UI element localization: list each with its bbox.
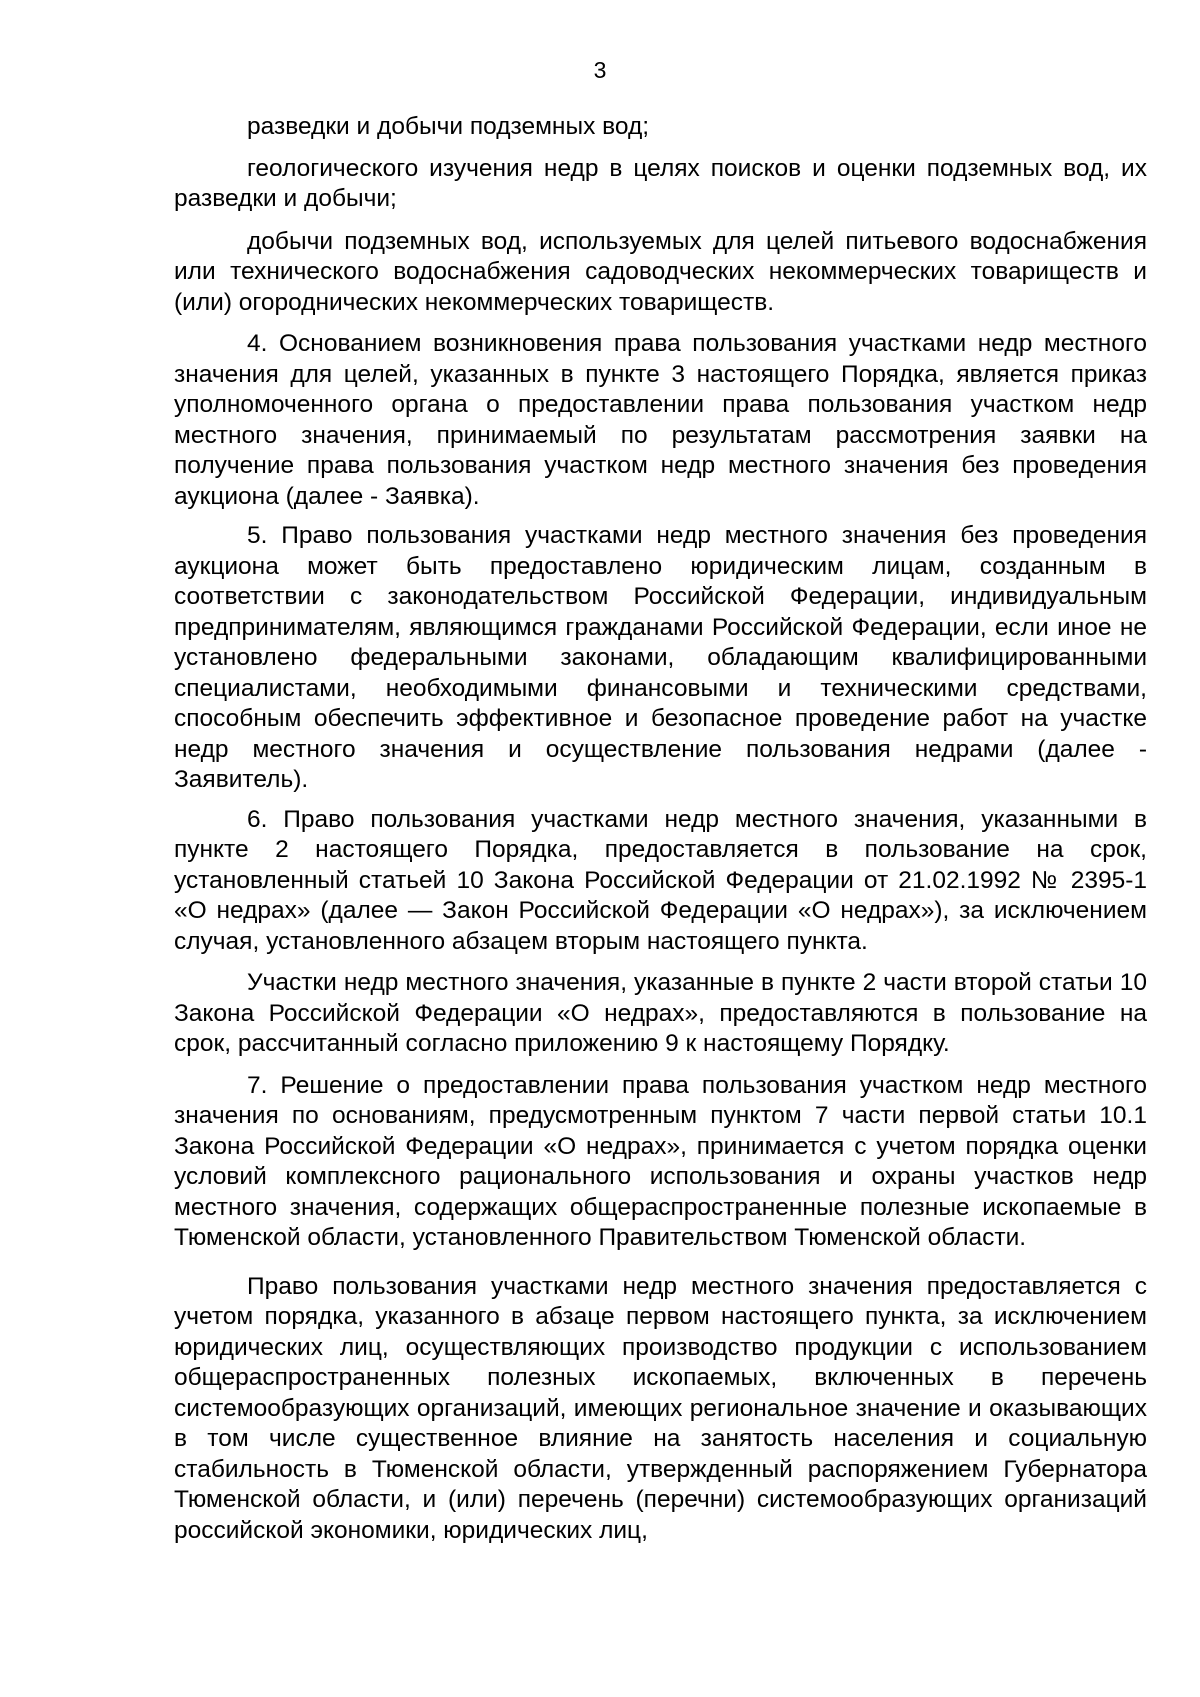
paragraph: Участки недр местного значения, указанные в пункте 2 части второй статьи 10 Закона Российской Федерации «О недрах», предоставляются в пользование на срок, рассчитанный согласно приложению 9 к настоящему Порядку. <box>174 969 1147 1057</box>
document-body <box>174 112 1147 1555</box>
page-number: 3 <box>593 57 607 83</box>
paragraph: добычи подземных вод, используемых для целей питьевого водоснабжения или технического водоснабжения садоводческих некоммерческих товариществ и (или) огороднических некоммерческих товариществ. <box>174 227 1147 316</box>
paragraph: Право пользования участками недр местного значения предоставляется с учетом порядка, указанного в абзаце первом настоящего пункта, за исключением юридических лиц, осуществляющих производство продукции с использованием общераспространенных полезных ископаемых, включенных в перечень системообразующих организаций, имеющих региональное значение и оказывающих в том числе существенное влияние на занятость населения и социальную стабильность в Тюменской области, утвержденный распоряжением Губернатора Тюменской области, и (или) перечень (перечни) системообразующих организаций российской экономики, юридических лиц, <box>174 1272 1147 1544</box>
paragraph: 7. Решение о предоставлении права пользования участком недр местного значения по основаниям, предусмотренным пунктом 7 части первой статьи 10.1 Закона Российской Федерации «О недрах», принимается с учетом порядка оценки условий комплексного рационального использования и охраны участков недр местного значения, содержащих общераспространенные полезные ископаемые в Тюменской области, установленного Правительством Тюменской области. <box>174 1071 1147 1251</box>
paragraph: разведки и добычи подземных вод; <box>247 113 650 140</box>
paragraph: геологического изучения недр в целях поисков и оценки подземных вод, их разведки и добычи; <box>174 154 1147 212</box>
paragraph: 6. Право пользования участками недр местного значения, указанными в пункте 2 настоящего Порядка, предоставляется в пользование на срок, установленный статьей 10 Закона Российской Федерации от 21.02.1992 № 2395-1 «О недрах» (далее — Закон Российской Федерации «О недрах»), за исключением случая, установленного абзацем вторым настоящего пункта. <box>174 805 1147 955</box>
paragraph: 4. Основанием возникновения права пользования участками недр местного значения для целей, указанных в пункте 3 настоящего Порядка, является приказ уполномоченного органа о предоставлении права пользования участком недр местного значения, принимаемый по результатам рассмотрения заявки на получение права пользования участком недр местного значения без проведения аукциона (далее - Заявка). <box>174 330 1147 510</box>
paragraph: 5. Право пользования участками недр местного значения без проведения аукциона может быть предоставлено юридическим лицам, созданным в соответствии с законодательством Российской Федерации, индивидуальным предпринимателям, являющимся гражданами Российской Федерации, если иное не установлено федеральными законами, обладающим квалифицированными специалистами, необходимыми финансовыми и техническими средствами, способным обеспечить эффективное и безопасное проведение работ на участке недр местного значения и осуществление пользования недрами (далее - Заявитель). <box>174 522 1147 793</box>
